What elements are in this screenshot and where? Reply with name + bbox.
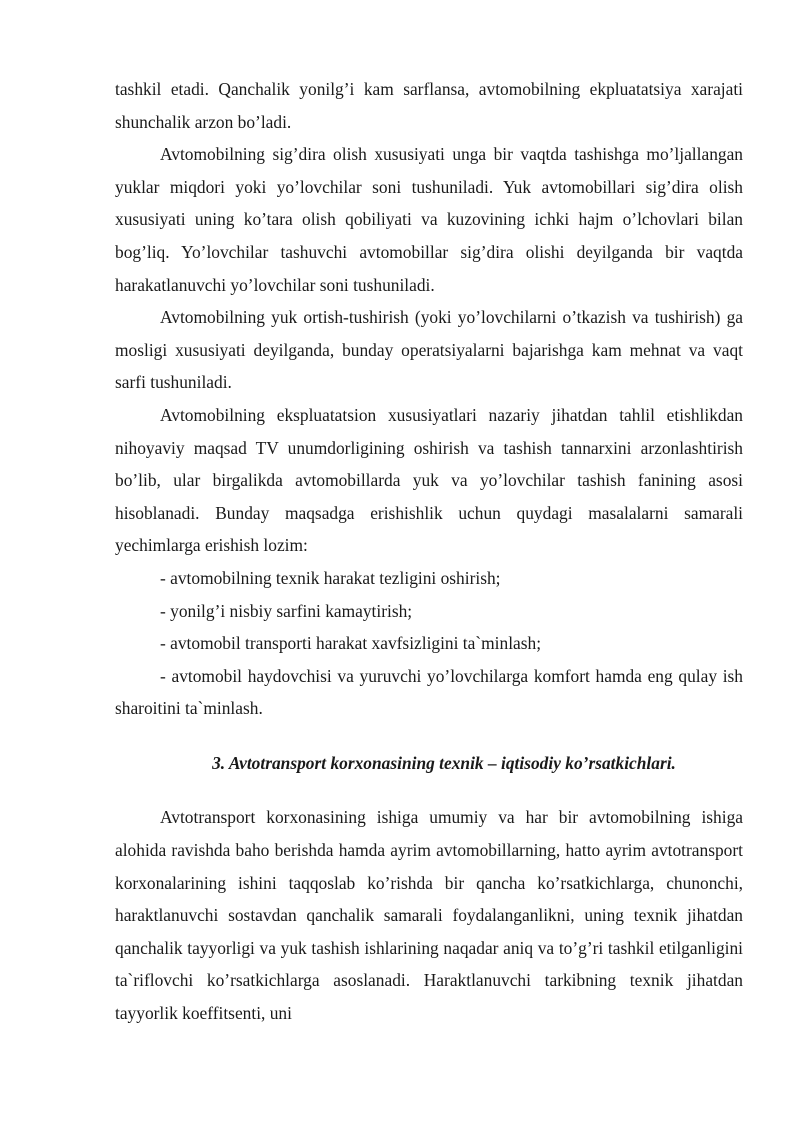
document-body (115, 73, 743, 1030)
paragraph-1: tashkil etadi. Qanchalik yonilg’i kam sarflansa, avtomobilning ekpluatatsiya xarajati shunchalik arzon bo’ladi. (115, 79, 743, 132)
section-heading: 3. Avtotransport korxonasining texnik – iqtisodiy ko’rsatkichlari. (212, 752, 676, 773)
list-item-1: - avtomobilning texnik harakat tezligini oshirish; (160, 567, 501, 588)
list-item-3: - avtomobil transporti harakat xavfsizligini ta`minlash; (160, 633, 542, 654)
paragraph-4: Avtomobilning ekspluatatsion xususiyatlari nazariy jihatdan tahlil etishlikdan nihoyaviy maqsad TV unumdorligining oshirish va tashish tannarxini arzonlashtirish bo’lib, ular birgalikda avtomobillarda yuk va yo’lovchilar tashish fanining asosi hisoblanadi. Bunday maqsadga erishishlik uchun quydagi masalalarni samarali yechimlarga erishish lozim: (115, 404, 743, 556)
paragraph-3: Avtomobilning yuk ortish-tushirish (yoki yo’lovchilarni o’tkazish va tushirish) ga mosligi xususiyati deyilganda, bunday operatsiyalarni bajarishga kam mehnat va vaqt sarfi tushuniladi. (115, 307, 743, 393)
paragraph-2: Avtomobilning sig’dira olish xususiyati unga bir vaqtda tashishga mo’ljallangan yuklar miqdori yoki yo’lovchilar soni tushuniladi. Yuk avtomobillari sig’dira olish xususiyati uning ko’tara olish qobiliyati va kuzovining ichki hajm o’lchovlari bilan bog’liq. Yo’lovchilar tashuvchi avtomobillar sig’dira olishi deyilganda bir vaqtda harakatlanuvchi yo’lovchilar soni tushuniladi. (115, 144, 743, 295)
list-item-2: - yonilg’i nisbiy sarfini kamaytirish; (160, 600, 413, 621)
list-item-4: - avtomobil haydovchisi va yuruvchi yo’lovchilarga komfort hamda eng qulay ish sharoitini ta`minlash. (115, 665, 743, 719)
paragraph-5: Avtotransport korxonasining ishiga umumiy va har bir avtomobilning ishiga alohida ravishda baho berishda hamda ayrim avtomobillarning, hatto ayrim avtotransport korxonalarining ishini taqqoslab ko’rishda bir qancha ko’rsatkichlarga, chunonchi, haraktlanuvchi sostavdan qanchalik samarali foydalanganlikni, uning texnik jihatdan qanchalik tayyorligi va yuk tashish ishlarining naqadar aniq va to’g’ri tashkil etilganligini ta`riflovchi ko’rsatkichlarga asoslanadi. Haraktlanuvchi tarkibning texnik jihatdan tayyorlik koeffitsenti, uni (115, 807, 743, 1024)
